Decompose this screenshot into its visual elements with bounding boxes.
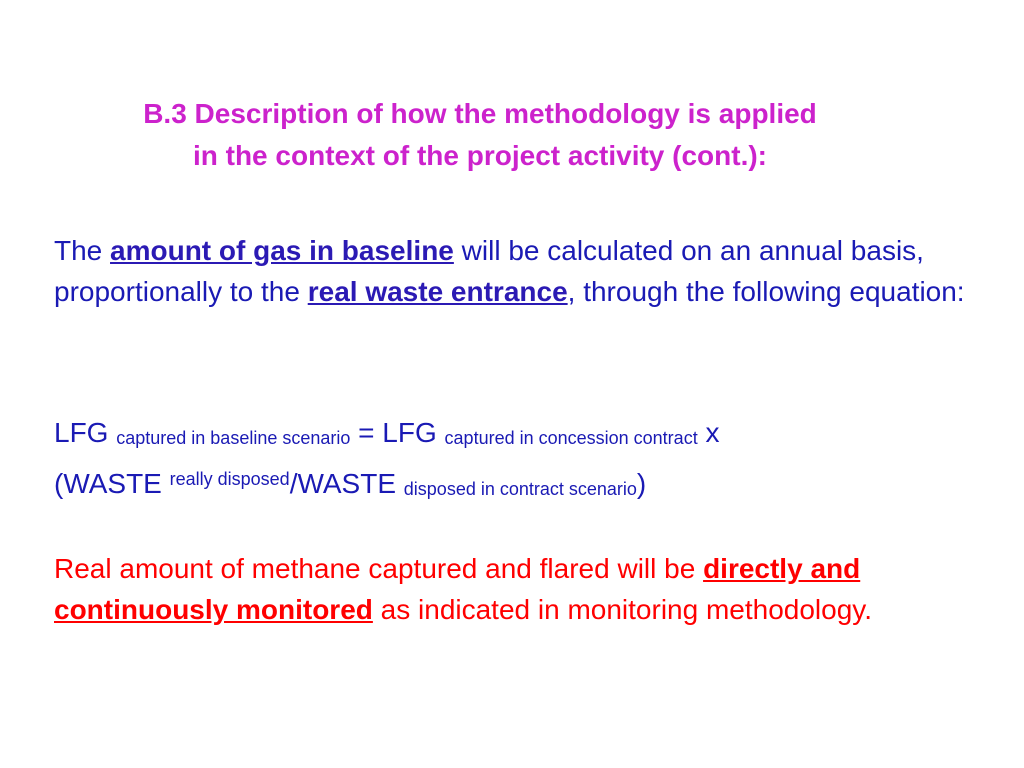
baseline-paragraph: [54, 230, 984, 312]
para1-tail: , through the following equation:: [567, 276, 965, 307]
para1-lead: The: [54, 235, 111, 266]
slide-title: [40, 93, 920, 177]
monitoring-paragraph: [54, 548, 984, 630]
amount-of-gas-emphasis: amount of gas in baseline: [110, 235, 454, 266]
eq-equals: = LFG: [350, 417, 445, 448]
directly-monitored-emphasis: directly and continuously monitored: [54, 553, 861, 625]
eq-open-waste: (WASTE: [54, 468, 170, 499]
eq-times: x: [697, 417, 720, 448]
eq-waste-2-subscript: disposed in contract scenario: [403, 479, 637, 499]
real-waste-entrance-emphasis: real waste entrance: [307, 276, 568, 307]
eq-lfg-2-subscript: captured in concession contract: [444, 428, 698, 448]
eq-lfg-1: LFG: [54, 417, 117, 448]
eq-close: ): [636, 468, 647, 499]
equation: [54, 412, 984, 510]
eq-waste-1-superscript: really disposed: [169, 469, 290, 489]
para3-tail: as indicated in monitoring methodology.: [372, 594, 872, 625]
para3-lead: Real amount of methane captured and flared will be: [54, 553, 704, 584]
eq-slash-waste: /WASTE: [289, 468, 404, 499]
eq-lfg-1-subscript: captured in baseline scenario: [116, 428, 351, 448]
title-line-1: B.3 Description of how the methodology is applied: [143, 98, 817, 129]
para1-mid: will be calculated on an annual basis, proportionally to the: [54, 235, 924, 307]
title-line-2: in the context of the project activity (cont.):: [192, 140, 768, 171]
